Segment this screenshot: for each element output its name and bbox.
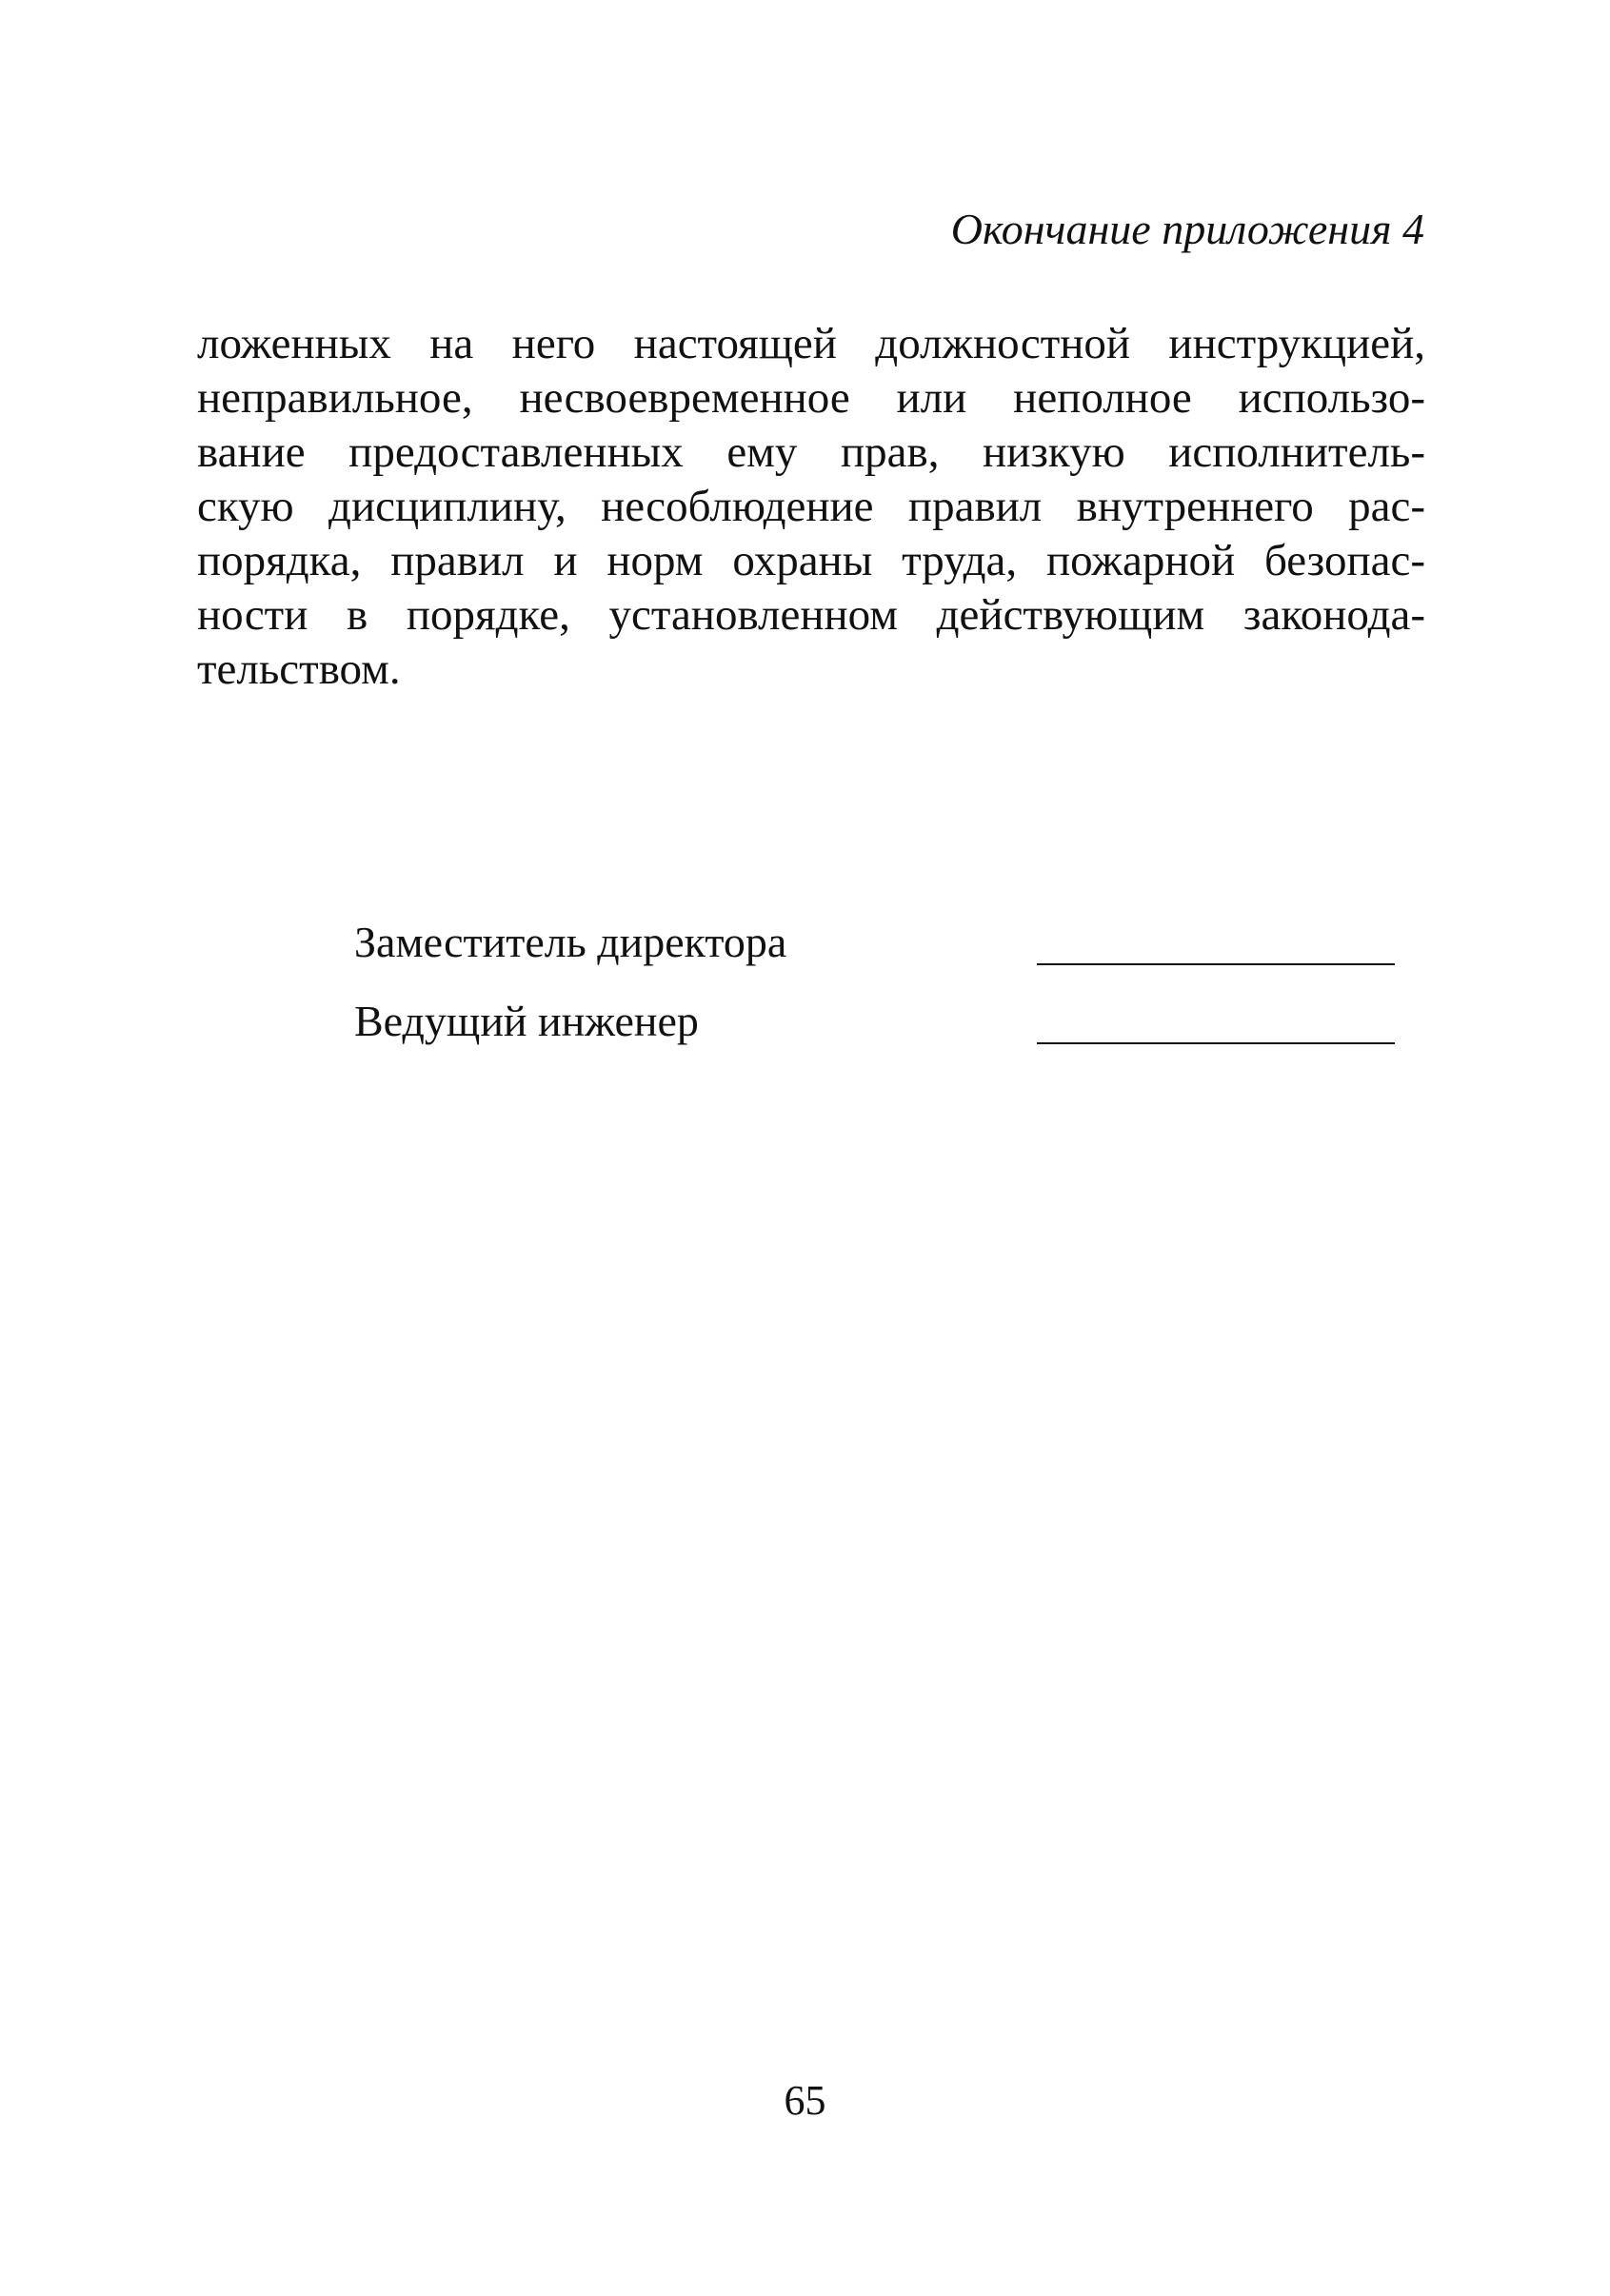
signature-label: Ведущий инженер xyxy=(354,997,699,1045)
signature-row-lead-engineer xyxy=(354,993,1401,1072)
signature-line xyxy=(1037,963,1395,965)
signature-row-deputy-director xyxy=(354,914,1401,993)
body-line: тельством. xyxy=(197,644,401,694)
body-line: вание предоставленных ему прав, низкую исполнитель- xyxy=(197,427,1425,477)
body-line: скую дисциплину, несоблюдение правил внутреннего рас- xyxy=(197,482,1425,531)
body-line: ности в порядке, установленном действующим законода- xyxy=(197,590,1425,640)
body-line: порядка, правил и норм охраны труда, пожарной безопас- xyxy=(197,536,1425,585)
body-paragraph xyxy=(197,317,1425,697)
signature-line xyxy=(1037,1042,1395,1044)
signature-label: Заместитель директора xyxy=(354,918,787,966)
body-line: неправильное, несвоевременное или неполное использо- xyxy=(197,373,1425,423)
appendix-continuation-header: Окончание приложения 4 xyxy=(950,205,1424,253)
signature-block xyxy=(354,914,1401,1072)
page-number: 65 xyxy=(784,2077,826,2124)
body-line: ложенных на него настоящей должностной инструкцией, xyxy=(197,319,1425,368)
